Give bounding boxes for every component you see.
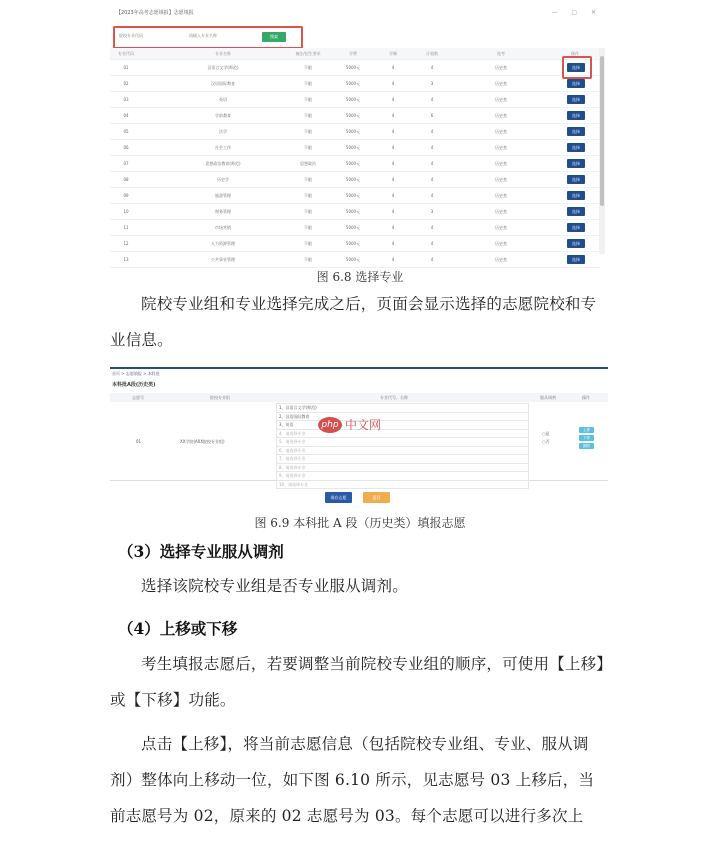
table-cell: 06 — [123, 145, 129, 150]
table-cell: 人力资源管理 — [211, 241, 235, 246]
table-row — [110, 124, 600, 140]
major-slot[interactable] — [276, 413, 529, 422]
table-row — [110, 76, 600, 92]
header-ops: 操作 — [582, 395, 590, 400]
window-titlebar — [110, 6, 608, 20]
table-cell: 不限 — [304, 145, 312, 150]
table-cell: 4 — [391, 65, 395, 70]
table-cell: 思想政治教育(师范) — [205, 161, 241, 166]
volunteer-row — [110, 402, 608, 487]
table-cell: 12 — [123, 241, 129, 246]
table-row — [110, 92, 600, 108]
table-cell: 不限 — [304, 177, 312, 182]
major-table — [110, 48, 600, 268]
select-button[interactable]: 选择 — [567, 127, 585, 136]
table-cell: 4 — [391, 241, 395, 246]
table-cell: 汉语国际教育 — [211, 81, 235, 86]
table-cell: 5000元 — [345, 113, 361, 118]
table-cell: 4 — [391, 193, 395, 198]
column-header: 学制 — [389, 51, 397, 56]
figure-caption-6-9: 图 6.9 本科批 A 段（历史类）填报志愿 — [254, 516, 466, 530]
table-cell: 历史类 — [495, 145, 507, 150]
table-cell: 07 — [123, 161, 129, 166]
screenshot-fill-volunteer — [110, 367, 608, 507]
table-cell: 5000元 — [345, 177, 361, 182]
table-cell: 4 — [391, 129, 395, 134]
table-cell: 11 — [123, 225, 129, 230]
table-cell: 不限 — [304, 97, 312, 102]
table-cell: 思想政治 — [300, 161, 316, 166]
major-slot[interactable] — [276, 421, 529, 430]
table-row — [110, 108, 600, 124]
major-slot-label: 9、请选择专业 — [279, 473, 306, 478]
select-button[interactable]: 选择 — [567, 255, 585, 264]
paragraph-2: 选择该院校专业组是否专业服从调剂。 — [141, 577, 408, 595]
table-cell: 10 — [123, 209, 129, 214]
select-highlight-box — [562, 56, 592, 79]
table-cell: 4 — [391, 225, 395, 230]
major-slot-label: 4、请选择专业 — [279, 430, 306, 436]
table-cell: 历史类 — [495, 65, 507, 70]
table-cell: 公共事业管理 — [211, 257, 235, 262]
table-cell: 5000元 — [345, 129, 361, 134]
search-bar — [113, 26, 303, 49]
paragraph-3: 考生填报志愿后，若要调整当前院校专业组的顺序，可使用【上移】或【下移】功能。 — [110, 655, 605, 709]
table-cell: 09 — [123, 193, 129, 198]
table-cell: 4 — [430, 161, 434, 166]
table-cell: 不限 — [304, 241, 312, 246]
table-cell: 02 — [123, 81, 129, 86]
column-header: 计划数 — [426, 51, 438, 56]
paragraph-4: 点击【上移】，将当前志愿信息（包括院校专业组、专业、服从调剂）整体向上移动一位，如下图 6.10 所示，见志愿号 03 上移后，当前志愿号为 02，原来的 02 志愿号为 03。每个志愿可以进行多次上 — [110, 735, 595, 825]
figure-caption-6-8: 图 6.8 选择专业 — [316, 270, 404, 284]
header-order: 志愿号 — [132, 395, 144, 400]
group-name: XX学院(A0X院校专业组) — [180, 439, 225, 444]
order-number: 01 — [136, 439, 142, 444]
table-cell: 5000元 — [345, 81, 361, 86]
table-cell: 旅游管理 — [215, 193, 231, 198]
table-row — [110, 204, 600, 220]
table-cell: 历史类 — [495, 129, 507, 134]
table-cell: 学前教育 — [215, 113, 231, 118]
major-slot[interactable] — [276, 438, 529, 447]
table-cell: 5000元 — [345, 241, 361, 246]
major-code-input[interactable]: 院校专业代码 — [119, 33, 143, 38]
table-cell: 不限 — [304, 81, 312, 86]
major-slot-label: 8、请选择专业 — [279, 464, 306, 470]
column-header: 操作 — [571, 51, 579, 56]
table-cell: 历史类 — [495, 225, 507, 230]
table-cell: 4 — [430, 241, 434, 246]
scrollbar[interactable] — [599, 48, 605, 254]
table-row — [110, 60, 600, 76]
table-cell: 3 — [430, 209, 434, 214]
table-cell: 历史类 — [495, 193, 507, 198]
table-cell: 01 — [123, 65, 129, 70]
watermark-text: 中文网 — [345, 418, 382, 432]
table-cell: 4 — [391, 161, 395, 166]
watermark-logo-icon: php — [318, 417, 342, 433]
window-title: 【2023年高考志愿填报】志愿填报 — [116, 10, 194, 16]
table-cell: 4 — [430, 257, 434, 262]
table-cell: 不限 — [304, 225, 312, 230]
table-cell: 05 — [123, 129, 129, 134]
table-row — [110, 156, 600, 172]
major-slot[interactable] — [276, 430, 529, 439]
scrollbar-thumb[interactable] — [600, 56, 604, 206]
table-cell: 5000元 — [345, 193, 361, 198]
table-cell: 财务管理 — [215, 209, 231, 214]
paragraph-1: 院校专业组和专业选择完成之后，页面会显示选择的志愿院校和专业信息。 — [110, 295, 597, 349]
select-button[interactable]: 选择 — [567, 63, 585, 72]
delete-button[interactable]: 删除 — [579, 443, 594, 449]
table-row — [110, 188, 600, 204]
table-cell: 历史类 — [495, 241, 507, 246]
table-cell: 不限 — [304, 193, 312, 198]
adjust-yes-radio[interactable]: ○是 — [542, 431, 550, 436]
table-cell: 4 — [430, 193, 434, 198]
heading-3: （3）选择专业服从调剂 — [118, 542, 284, 561]
major-slot-label: 10、请选择专业 — [279, 481, 309, 487]
major-slot[interactable] — [276, 455, 529, 464]
table-row — [110, 172, 600, 188]
table-row — [110, 220, 600, 236]
table-cell: 市场营销 — [215, 225, 231, 230]
table-cell: 汉语言文学(师范) — [207, 65, 239, 70]
breadcrumb: 首页 > 志愿填报 > 本科批 — [112, 371, 160, 376]
select-button[interactable]: 选择 — [567, 207, 585, 216]
table-cell: 04 — [123, 113, 129, 118]
major-slot[interactable] — [276, 447, 529, 456]
select-button[interactable]: 选择 — [567, 95, 585, 104]
major-slot-label: 7、请选择专业 — [279, 456, 306, 461]
table-cell: 4 — [391, 257, 395, 262]
select-button[interactable]: 选择 — [567, 175, 585, 184]
section-title: 本科批A段(历史类) — [112, 382, 156, 388]
heading-4: （4）上移或下移 — [118, 619, 238, 638]
select-button[interactable]: 选择 — [567, 239, 585, 248]
table-cell: 4 — [391, 97, 395, 102]
table-cell: 历史类 — [495, 257, 507, 262]
table-cell: 4 — [391, 177, 395, 182]
column-header: 选考 — [497, 51, 505, 56]
header-adjust: 服从调剂 — [540, 395, 556, 400]
major-slot[interactable] — [276, 472, 529, 481]
table-cell: 3 — [430, 81, 434, 86]
watermark — [318, 417, 402, 433]
search-button[interactable]: 搜索 — [262, 32, 286, 42]
select-button[interactable]: 选择 — [567, 111, 585, 120]
table-cell: 历史类 — [495, 161, 507, 166]
header-major: 专业代号、名称 — [380, 395, 408, 400]
major-slot-label: 1、汉语言文学(师范) — [279, 405, 317, 410]
save-volunteer-button[interactable]: 保存志愿 — [325, 492, 352, 503]
table-header — [110, 48, 600, 60]
table-cell: 历史类 — [495, 81, 507, 86]
move-up-button[interactable]: 上移 — [579, 427, 594, 433]
table-cell: 5000元 — [345, 225, 361, 230]
table-cell: 5000元 — [345, 145, 361, 150]
select-button[interactable]: 选择 — [567, 143, 585, 152]
table-cell: 4 — [430, 145, 434, 150]
major-slot[interactable] — [276, 464, 529, 473]
select-button[interactable]: 选择 — [567, 79, 585, 88]
back-button[interactable]: 返回 — [363, 492, 390, 503]
table-cell: 5000元 — [345, 161, 361, 166]
select-button[interactable]: 选择 — [567, 191, 585, 200]
table-cell: 不限 — [304, 129, 312, 134]
table-cell: 13 — [123, 257, 129, 262]
table-cell: 6 — [430, 113, 434, 118]
header-group: 院校专业组 — [210, 395, 230, 400]
table-cell: 4 — [430, 177, 434, 182]
table-cell: 5000元 — [345, 209, 361, 214]
table-cell: 法学 — [219, 129, 227, 134]
major-slot[interactable] — [276, 481, 529, 490]
column-header: 备注/招生要求 — [295, 51, 321, 56]
major-slot[interactable] — [276, 403, 529, 413]
table-cell: 不限 — [304, 65, 312, 70]
table-cell: 4 — [430, 225, 434, 230]
table-cell: 4 — [430, 97, 434, 102]
table-cell: 历史类 — [495, 97, 507, 102]
major-slot-label: 5、请选择专业 — [279, 439, 306, 444]
top-nav-line — [110, 367, 608, 369]
column-header: 专业代码 — [118, 51, 134, 56]
select-button[interactable]: 选择 — [567, 159, 585, 168]
table-cell: 5000元 — [345, 97, 361, 102]
move-down-button[interactable]: 下移 — [579, 435, 594, 441]
window-controls[interactable]: — ▢ ✕ — [551, 9, 602, 16]
major-name-input[interactable]: 请输入专业名称 — [189, 33, 217, 38]
table-cell: 社会工作 — [215, 145, 231, 150]
table-cell: 历史类 — [495, 209, 507, 214]
table-cell: 4 — [391, 81, 395, 86]
table-cell: 不限 — [304, 257, 312, 262]
table-cell: 4 — [391, 145, 395, 150]
column-header: 学费 — [349, 51, 357, 56]
table-row — [110, 252, 600, 268]
adjust-no-radio[interactable]: ○否 — [542, 439, 550, 444]
select-button[interactable]: 选择 — [567, 223, 585, 232]
major-slot-label: 6、请选择专业 — [279, 447, 306, 453]
table-row — [110, 236, 600, 252]
volunteer-table-header — [110, 393, 608, 402]
screenshot-select-major — [110, 6, 608, 262]
table-cell: 历史学 — [217, 177, 229, 182]
table-cell: 5000元 — [345, 257, 361, 262]
table-row — [110, 140, 600, 156]
table-cell: 不限 — [304, 113, 312, 118]
table-cell: 5000元 — [345, 65, 361, 70]
major-list — [276, 403, 529, 489]
table-cell: 4 — [391, 209, 395, 214]
table-cell: 不限 — [304, 209, 312, 214]
major-slot-label: 3、英语 — [279, 422, 294, 427]
table-cell: 4 — [430, 129, 434, 134]
table-cell: 历史类 — [495, 113, 507, 118]
table-cell: 4 — [391, 113, 395, 118]
table-cell: 英语 — [219, 97, 227, 102]
column-header: 专业名称 — [215, 51, 231, 56]
table-cell: 08 — [123, 177, 129, 182]
table-cell: 4 — [430, 65, 434, 70]
major-slot-label: 2、汉语国际教育 — [279, 413, 310, 419]
table-cell: 历史类 — [495, 177, 507, 182]
table-cell: 03 — [123, 97, 129, 102]
